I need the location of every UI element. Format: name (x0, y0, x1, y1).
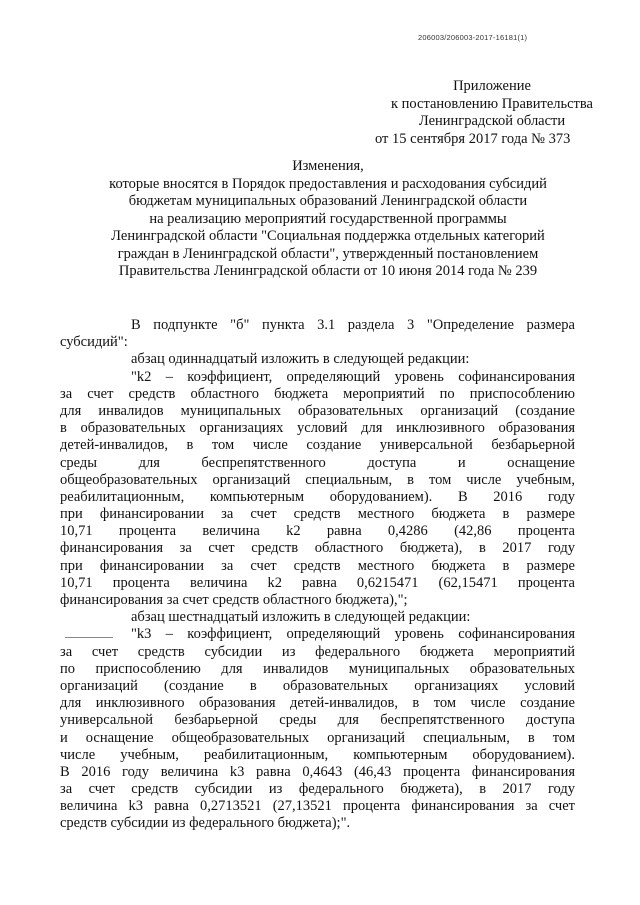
body-line: по приспособлению для инвалидов муниципальных образовательных (60, 660, 575, 677)
body-line: за счет средств субсидии из федерального бюджета мероприятий (60, 643, 575, 660)
body-line: для инклюзивного образования детей-инвалидов, в том числе создание (60, 695, 575, 712)
body-line: финансирования за счет средств областного бюджета),"; (60, 592, 408, 608)
body-line: при финансировании за счет средств местного бюджета в размере (60, 506, 575, 523)
title-line: которые вносятся в Порядок предоставления и расходования субсидий (109, 175, 547, 192)
appendix-title: Приложение (453, 78, 531, 94)
body-line: универсальной безбарьерной среды для беспрепятственного доступа (60, 712, 575, 729)
body-line: за счет средств областного бюджета мероприятий по приспособлению (60, 385, 575, 402)
appendix-line: Ленинградской области (418, 113, 566, 129)
body-line: и оснащение общеобразовательных организаций специальным, в том (60, 729, 575, 746)
body-line: В подпункте "б" пункта 3.1 раздела 3 "Определение размера (131, 317, 575, 333)
body-line: 10,71 процента величина k2 равна 0,4286 (42,86 процента (60, 523, 575, 540)
body-line: общеобразовательных организаций специальным, в том числе учебным, (60, 471, 575, 488)
title-line: Правительства Ленинградской области от 10 июня 2014 года № 239 (118, 263, 538, 279)
body-line: абзац шестнадцатый изложить в следующей редакции: (131, 609, 471, 626)
body-line: величина k3 равна 0,2713521 (27,13521 процента финансирования за счет (60, 798, 575, 815)
body-line: "k3 – коэффициент, определяющий уровень софинансирования (131, 626, 575, 643)
document-body (60, 317, 575, 833)
body-line: организаций (создание в образовательных организациях условий (60, 677, 575, 694)
body-line: для инвалидов муниципальных образовательных организаций (создание (60, 402, 575, 419)
body-line: 10,71 процента величина k2 равна 0,6215471 (62,15471 процента (60, 574, 575, 591)
document-title (60, 158, 596, 281)
body-line: финансирования за счет средств областного бюджета), в 2017 году (60, 540, 575, 557)
document-stamp: 206003/206003-2017-16181(1) (418, 33, 528, 42)
title-line: бюджетам муниципальных образований Ленинградской области (128, 193, 528, 209)
body-line: среды для беспрепятственного доступа и оснащение (60, 454, 575, 471)
body-line: "k2 – коэффициент, определяющий уровень софинансирования (131, 368, 575, 385)
appendix-block (372, 78, 612, 148)
body-line: числе учебным, реабилитационным, компьютерным оборудованием). (60, 746, 575, 763)
body-line: субсидий": (60, 334, 128, 351)
body-line: детей-инвалидов, в том числе создание универсальной безбарьерной (60, 437, 575, 454)
title-line: Изменения, (292, 158, 364, 174)
appendix-date: от 15 сентября 2017 года № 373 (375, 130, 571, 147)
title-line: граждан в Ленинградской области", утвержденный постановлением (117, 245, 539, 262)
title-line: на реализацию мероприятий государственной программы (149, 210, 507, 227)
body-line: в образовательных организациях условий для инклюзивного образования (60, 420, 575, 437)
body-line: при финансировании за счет средств местного бюджета в размере (60, 557, 575, 574)
title-line: Ленинградской области "Социальная поддержка отдельных категорий (111, 228, 545, 244)
body-line: реабилитационным, компьютерным оборудованием). В 2016 году (60, 488, 575, 505)
body-line: за счет средств субсидии из федерального бюджета), в 2017 году (60, 781, 575, 798)
body-line: абзац одиннадцатый изложить в следующей редакции: (131, 351, 470, 368)
appendix-line: к постановлению Правительства (391, 95, 593, 112)
body-line: В 2016 году величина k3 равна 0,4643 (46,43 процента финансирования (60, 763, 575, 780)
body-line: средств субсидии из федерального бюджета);". (60, 815, 351, 832)
